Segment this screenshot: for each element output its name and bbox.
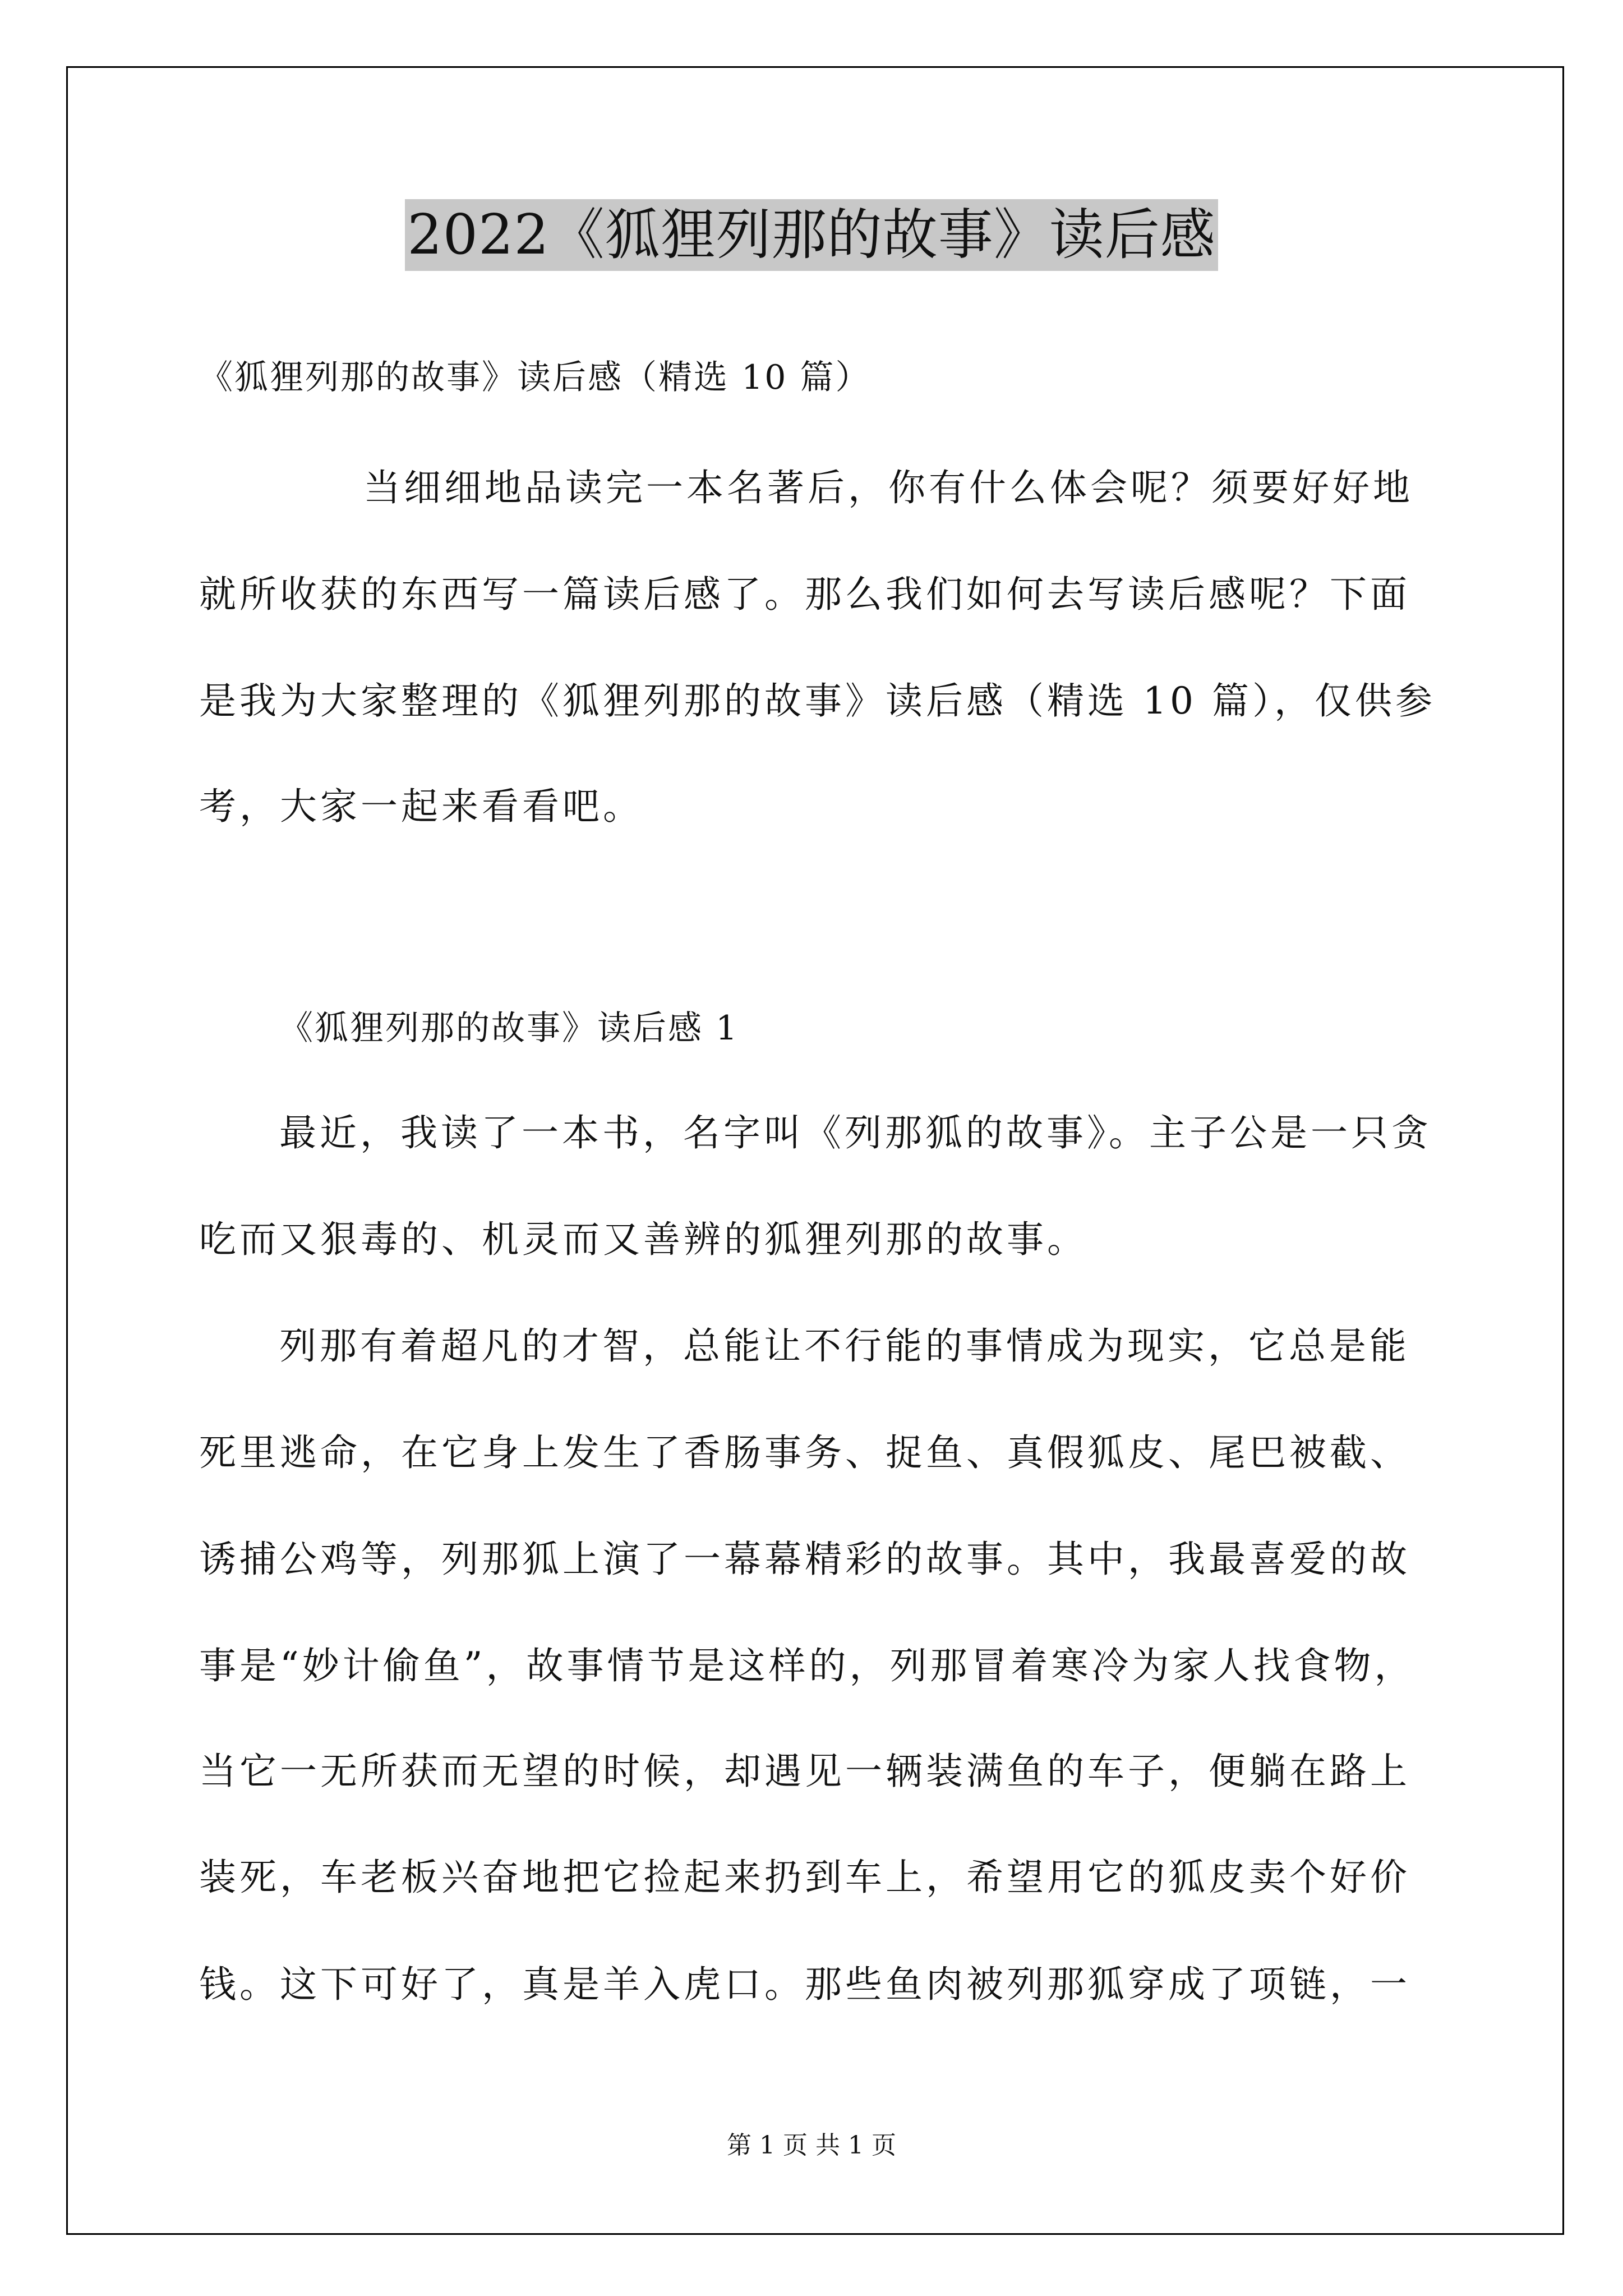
paragraph2-line-4: 事是“妙计偷鱼”，故事情节是这样的，列那冒着寒冷为家人找食物，: [199, 1644, 1415, 1687]
paragraph2-line-3: 诱捕公鸡等，列那狐上演了一幕幕精彩的故事。其中，我最喜爱的故: [199, 1538, 1410, 1581]
paragraph1-line-2: 吃而又狠毒的、机灵而又善辨的狐狸列那的故事。: [199, 1218, 1087, 1261]
paragraph2-line-7: 钱。这下可好了，真是羊入虎口。那些鱼肉被列那狐穿成了项链，一: [199, 1963, 1410, 2006]
paragraph2-line-6: 装死，车老板兴奋地把它捡起来扔到车上，希望用它的狐皮卖个好价: [199, 1856, 1410, 1899]
paragraph2-line-1: 列那有着超凡的才智，总能让不行能的事情成为现实，它总是能: [279, 1324, 1410, 1368]
paragraph2-line-5: 当它一无所获而无望的时候，却遇见一辆装满鱼的车子，便躺在路上: [199, 1750, 1410, 1793]
intro-line-3: 是我为大家整理的《狐狸列那的故事》读后感（精选 10 篇），仅供参: [199, 679, 1436, 723]
title-container: [0, 199, 1623, 271]
intro-line-4: 考，大家一起来看看吧。: [199, 785, 643, 828]
document-title: 2022《狐狸列那的故事》读后感: [405, 199, 1218, 271]
paragraph1-line-1: 最近，我读了一本书，名字叫《列那狐的故事》。主子公是一只贪: [279, 1111, 1432, 1154]
intro-line-2: 就所收获的东西写一篇读后感了。那么我们如何去写读后感呢？下面: [199, 573, 1410, 616]
document-subtitle: 《狐狸列那的故事》读后感（精选 10 篇）: [199, 358, 871, 397]
paragraph2-line-2: 死里逃命，在它身上发生了香肠事务、捉鱼、真假狐皮、尾巴被截、: [199, 1431, 1410, 1474]
section-heading: 《狐狸列那的故事》读后感 1: [279, 1009, 739, 1048]
page-footer: 第 1 页 共 1 页: [727, 2131, 896, 2160]
intro-line-1: 当细细地品读完一本名著后，你有什么体会呢？须要好好地: [363, 466, 1413, 509]
